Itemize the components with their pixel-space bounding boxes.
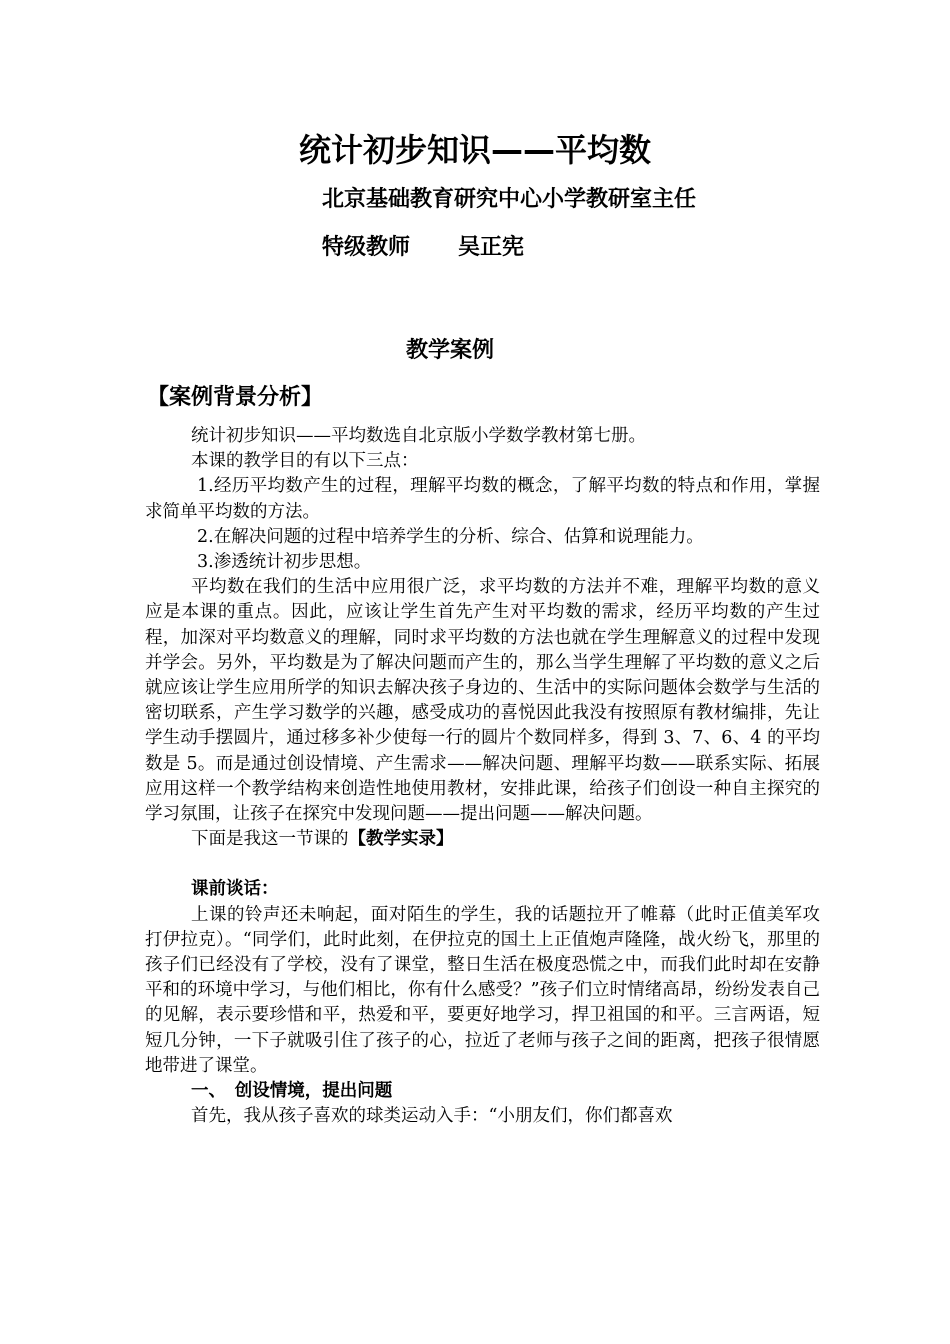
- author-name: 吴正宪: [458, 235, 525, 260]
- paragraph: 平均数在我们的生活中应用很广泛，求平均数的方法并不难，理解平均数的意义应是本课的重点。因此，应该让学生首先产生对平均数的需求，经历平均数的产生过程，加深对平均数意义的理解，同时求平均数的方法也就在学生理解意义的过程中发现并学会。另外，平均数是为了解决问题而产生的，那么当学生理解了平均数的意义之后就应该让学生应用所学的知识去解决孩子身边的、生活中的实际问题体会数学与生活的密切联系，产生学习数学的兴趣，感受成功的喜悦因此我没有按照原有教材编排，先让学生动手摆圆片，通过移多补少使每一行的圆片个数同样多，得到 3、7、6、4 的平均数是 5。而是通过创设情境、产生需求——解决问题、理解平均数——联系实际、拓展应用这样一个教学结构来创造性地使用教材，安排此课，给孩子们创设一种自主探究的学习氛围，让孩子在探究中发现问题——提出问题——解决问题。: [145, 577, 820, 825]
- goal-item: 2.在解决问题的过程中培养学生的分析、综合、估算和说理能力。: [197, 526, 704, 547]
- author-line: [322, 233, 524, 263]
- pre-class-heading: 课前谈话：: [191, 879, 279, 900]
- background-heading: 【案例背景分析】: [147, 385, 324, 410]
- paragraph: 首先，我从孩子喜欢的球类运动入手：“小朋友们，你们都喜欢: [191, 1106, 673, 1127]
- document-title: 统计初步知识——平均数: [298, 131, 651, 169]
- spacer: [145, 852, 820, 877]
- paragraph: [145, 827, 820, 852]
- paragraph: 统计初步知识——平均数选自北京版小学数学教材第七册。: [191, 426, 646, 446]
- paragraph: 本课的教学目的有以下三点：: [191, 451, 419, 472]
- part1-heading: 一、 创设情境，提出问题: [191, 1081, 393, 1102]
- paragraph-text: 下面是我这一节课的: [191, 829, 349, 850]
- author-rank: 特级教师: [322, 235, 411, 260]
- goal-item: 1.经历平均数产生的过程，理解平均数的概念，了解平均数的特点和作用，掌握求简单平均数的方法。: [145, 476, 820, 522]
- section-title: 教学案例: [405, 338, 494, 363]
- document-body: [145, 424, 820, 1129]
- paragraph: 上课的铃声还未响起，面对陌生的学生，我的话题拉开了帷幕（此时正值美军攻打伊拉克）。“同学们，此时此刻，在伊拉克的国土上正值炮声隆隆，战火纷飞，那里的孩子们已经没有了学校，没有了课堂，整日生活在极度恐慌之中，而我们此时却在安静平和的环境中学习，与他们相比，你有什么感受？”孩子们立时情绪高昂，纷纷发表自己的见解，表示要珍惜和平，热爱和平，要更好地学习，捍卫祖国的和平。三言两语，短短几分钟，一下子就吸引住了孩子的心，拉近了老师与孩子之间的距离，把孩子很情愿地带进了课堂。: [145, 904, 820, 1076]
- goal-item: 3.渗透统计初步思想。: [197, 552, 372, 573]
- record-label: 【教学实录】: [348, 829, 454, 850]
- author-affiliation: 北京基础教育研究中心小学教研室主任: [322, 187, 697, 212]
